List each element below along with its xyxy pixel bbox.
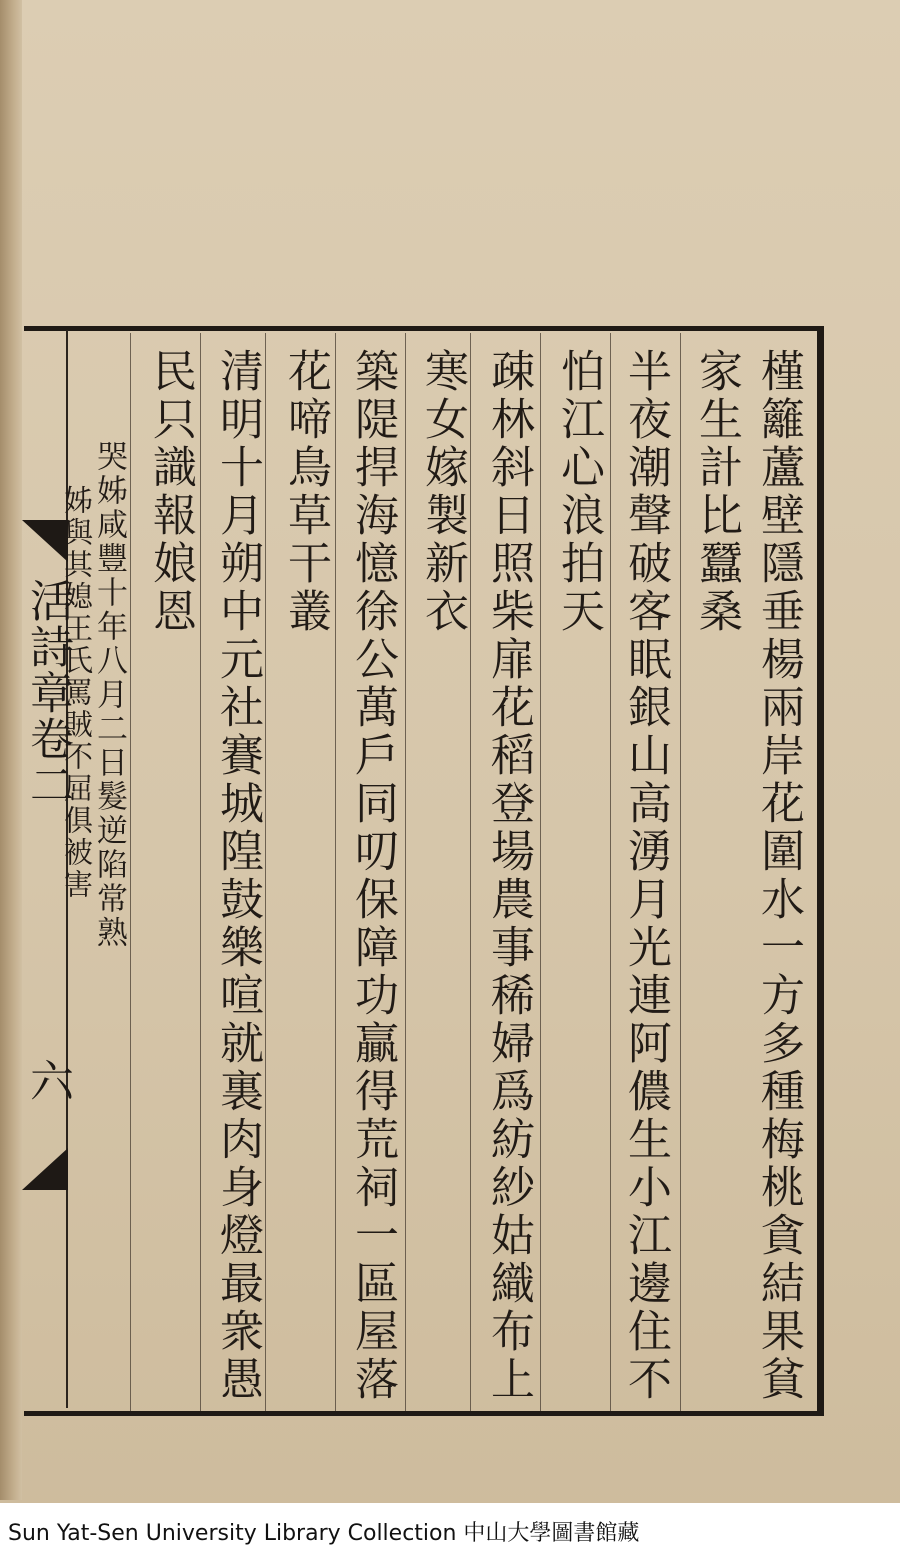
heart-book-title: 活詩章 — [22, 578, 73, 716]
text-column: 築隄捍海憶徐公萬戶同叨保障功贏得荒祠一區屋落 — [347, 348, 398, 1404]
footer-credit-text: Sun Yat-Sen University Library Collection 中山大學圖書館藏 — [8, 1521, 640, 1546]
column-rule — [610, 333, 611, 1411]
text-column: 清明十月朔中元社賽城隍鼓樂喧就裏肉身燈最衆愚 — [212, 348, 263, 1404]
heart-volume: 卷二 — [22, 716, 73, 808]
text-column: 寒女嫁製新衣 — [417, 348, 468, 636]
text-column: 民只識報娘恩 — [145, 348, 196, 636]
text-column: 家生計比蠶桑 — [691, 348, 742, 636]
column-rule — [405, 333, 406, 1411]
note-column: 姊與其媳王氏罵賊不屈俱被害 — [60, 485, 94, 901]
text-column: 怕江心浪拍天 — [553, 348, 604, 636]
footer-credit-bar — [0, 1503, 900, 1561]
heart-page-number: 六 — [22, 1058, 73, 1102]
text-column: 疎林斜日照柴扉花稻登場農事稀婦爲紡紗姑織布上 — [483, 348, 534, 1404]
column-rule — [130, 333, 131, 1411]
column-rule — [200, 333, 201, 1411]
text-column: 花啼鳥草干叢 — [280, 348, 331, 636]
text-column: 半夜潮聲破客眠銀山高湧月光連阿儂生小江邊住不 — [620, 348, 671, 1404]
note-column: 哭姊咸豐十年八月二日髮逆陷常熟 — [91, 440, 127, 950]
fish-tail-mark-bottom — [22, 1148, 68, 1190]
column-rule — [680, 333, 681, 1411]
column-rule — [335, 333, 336, 1411]
column-rule — [540, 333, 541, 1411]
text-column: 槿籬蘆壁隱垂楊兩岸花圍水一方多種梅桃貪結果貧 — [753, 348, 804, 1404]
